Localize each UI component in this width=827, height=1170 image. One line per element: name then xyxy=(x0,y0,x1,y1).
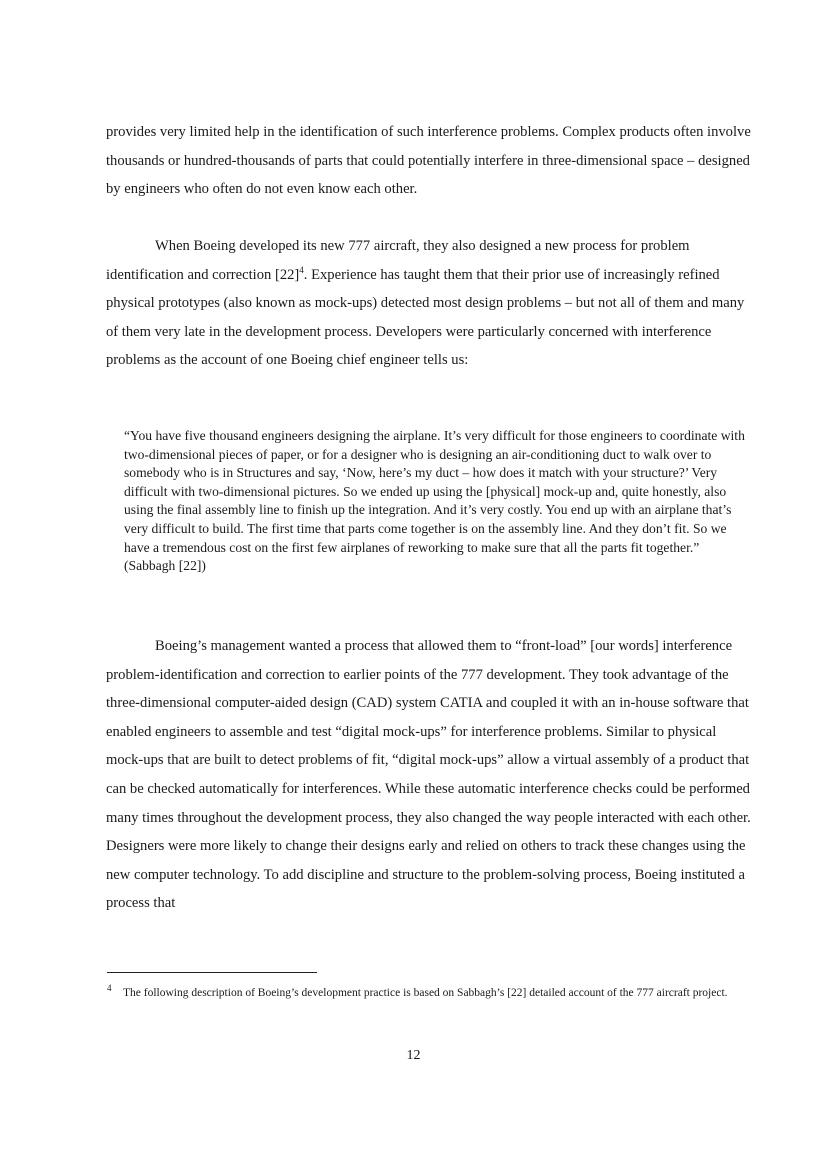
page-number: 12 xyxy=(406,1048,421,1063)
footnote: $^4$ The following description of Boeing’s development practice is based on Sabbagh’s [22] detailed account of the 777 aircraft project. xyxy=(107,985,747,1002)
footnote-reference: 4 xyxy=(299,264,304,275)
paragraph-2-text-start: When Boeing developed its new 777 aircraft, they also designed a new process for problem identification and correction [22] xyxy=(106,238,690,283)
body-paragraph-3: Boeing’s management wanted a process that allowed them to “front-load” [our words] interference problem-identification and correction to earlier points of the 777 development. They took advantage of the three-dimensional computer-aided design (CAD) system CATIA and coupled it with an in-house software that enabled engineers to assemble and test “digital mock-ups” for interference problems. Similar to physical mock-ups that are built to detect problems of fit, “digital mock-ups” allow a virtual assembly of a product that can be checked automatically for interferences. While these automatic interference checks could be performed many times throughout the development process, they also changed the way people interacted with each other. Designers were more likely to change their designs early and relied on others to track these changes using the new computer technology. To add discipline and structure to the problem-solving process, Boeing instituted a process that xyxy=(106,638,751,912)
footnote-text: The following description of Boeing’s development practice is based on Sabbagh’s [22] detailed account of the 777 aircraft project. xyxy=(123,987,728,999)
footnote-separator xyxy=(107,972,317,973)
paragraph-2-text-end: . Experience has taught them that their prior use of increasingly refined physical prototypes (also known as mock-ups) detected most design problems – but not all of them and many of them very late in the development process. Developers were particularly concerned with interference problems as the account of one Boeing chief engineer tells us: xyxy=(106,266,745,369)
body-paragraph-1: provides very limited help in the identification of such interference problems. Complex products often involve thousands or hundred-thousands of parts that could potentially interfere in three-dimensional space – designed by engineers who often do not even know each other. xyxy=(106,124,751,198)
body-paragraph-2 xyxy=(106,232,756,375)
block-quote: “You have five thousand engineers designing the airplane. It’s very difficult for those engineers to coordinate with two-dimensional pieces of paper, or for a designer who is designing an air-conditioning duct to walk over to somebody who is in Structures and say, ‘Now, here’s my duct – how does it match with your structure?’ Very difficult with two-dimensional pictures. So we ended up using the [physical] mock-up and, quite honestly, also using the final assembly line to finish up the integration. And it’s very costly. You end up with an airplane that’s very difficult to build. The first time that parts come together is on the assembly line. And they don’t fit. So we have a tremendous cost on the first few airplanes of reworking to make sure that all the parts fit together.” (Sabbagh [22]) xyxy=(124,428,745,574)
